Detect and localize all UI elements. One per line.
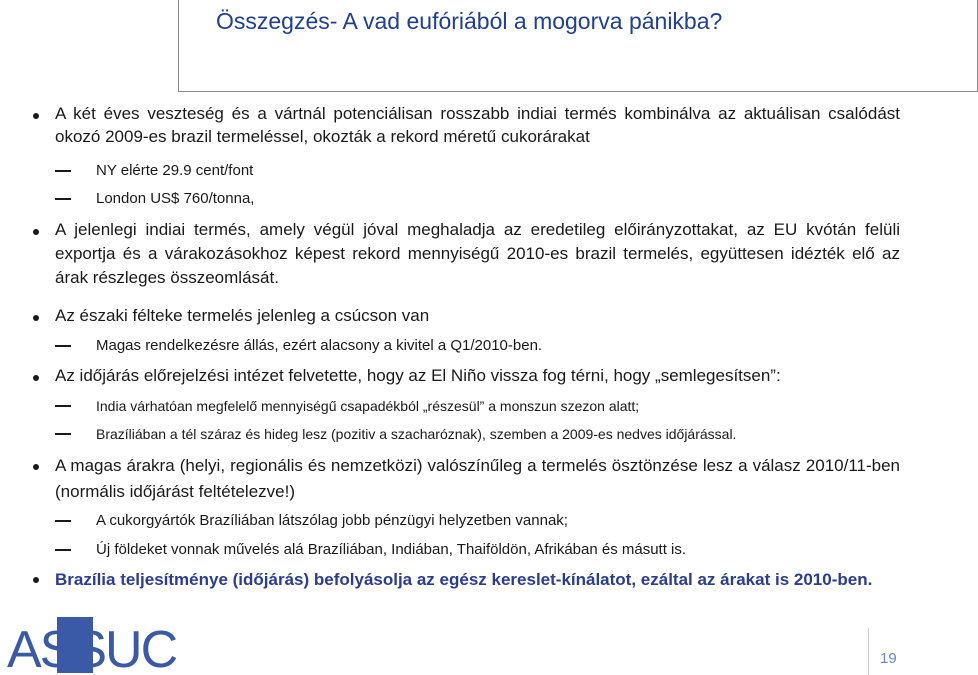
divider bbox=[868, 628, 869, 675]
bullet-marker bbox=[33, 464, 39, 470]
dash-marker bbox=[55, 198, 71, 200]
bullet-text-1: A két éves veszteség és a vártnál potenciálisan rosszabb indiai termés kombinálva az aktuálisan csalódást okozó 2009-es brazil termeléssel, okozták a rekord méretű cukorárakat bbox=[55, 104, 900, 146]
assuc-logo bbox=[5, 617, 177, 675]
dash-marker bbox=[55, 170, 71, 172]
sub-text-5-1: A cukorgyártók Brazíliában látszólag jobb pénzügyi helyzetben vannak; bbox=[96, 512, 568, 529]
dash-marker bbox=[55, 520, 71, 522]
sub-text-3-1: Magas rendelkezésre állás, ezért alacsony a kivitel a Q1/2010-ben. bbox=[96, 337, 543, 354]
page-title: Összegzés- A vad eufóriából a mogorva pánikba? bbox=[216, 8, 723, 34]
bullet-text-2: A jelenlegi indiai termés, amely végül jóval meghaladja az eredetileg előirányzottakat, az EU kvótán felüli exportja és a várakozásokhoz képest rekord mennyiségű 2010-es brazil termelés, együttesen idézték elő az árak részleges összeomlását. bbox=[55, 220, 900, 287]
sub-text-1-1: NY elérte 29.9 cent/font bbox=[96, 162, 254, 179]
bullet-text-6: Brazília teljesítménye (időjárás) befolyásolja az egész kereslet-kínálatot, ezáltal az árakat is 2010-ben. bbox=[55, 570, 873, 589]
logo-text: ASSUC bbox=[7, 621, 177, 675]
bullet-text-4: Az időjárás előrejelzési intézet felvetette, hogy az El Niño vissza fog térni, hogy „semlegesítsen”: bbox=[55, 366, 781, 385]
dash-marker bbox=[55, 405, 71, 407]
bullet-marker bbox=[33, 375, 39, 381]
sub-text-5-2: Új földeket vonnak művelés alá Brazíliában, Indiában, Thaiföldön, Afrikában és másutt is. bbox=[96, 541, 687, 558]
dash-marker bbox=[55, 549, 71, 551]
dash-marker bbox=[55, 433, 71, 435]
dash-marker bbox=[55, 345, 71, 347]
bullet-marker bbox=[33, 577, 39, 583]
bullet-text-3: Az északi félteke termelés jelenleg a csúcson van bbox=[55, 306, 430, 325]
sub-text-4-2: Brazíliában a tél száraz és hideg lesz (pozitiv a szacharóznak), szemben a 2009-es nedves időjárással. bbox=[96, 426, 737, 442]
bullet-marker bbox=[33, 113, 39, 119]
bullet-text-5: A magas árakra (helyi, regionális és nemzetközi) valószínűleg a termelés ösztönzése lesz a válasz 2010/11-ben (normális időjárást feltételezve!) bbox=[55, 456, 900, 501]
bullet-marker bbox=[33, 229, 39, 235]
sub-text-4-1: India várhatóan megfelelő mennyiségű csapadékból „részesül” a monszun szezon alatt; bbox=[96, 398, 640, 414]
page-number: 19 bbox=[880, 650, 897, 667]
sub-text-1-2: London US$ 760/tonna, bbox=[96, 190, 255, 207]
bullet-marker bbox=[33, 315, 39, 321]
